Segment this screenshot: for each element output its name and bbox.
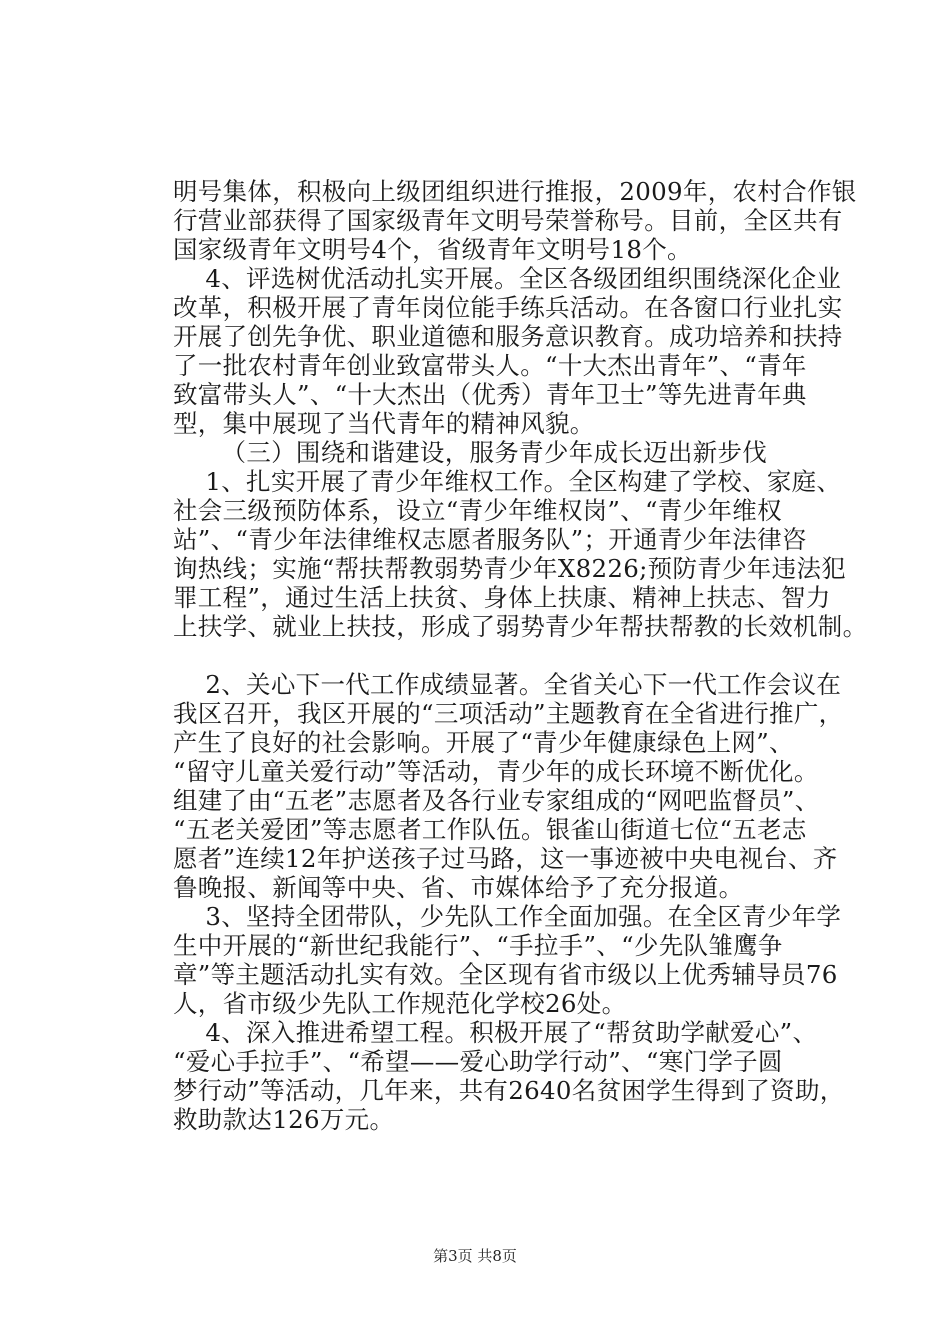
section-heading: （三）围绕和谐建设，服务青少年成长迈出新步伐: [173, 438, 768, 467]
text-line: 4、评选树优活动扎实开展。全区各级团组织围绕深化企业: [173, 264, 842, 293]
text-line: 组建了由“五老”志愿者及各行业专家组成的“网吧监督员”、: [173, 786, 820, 815]
text-line: 致富带头人”、“十大杰出（优秀）青年卫士”等先进青年典: [173, 380, 807, 409]
text-line: “爱心手拉手”、“希望——爱心助学行动”、“寒门学子圆: [173, 1047, 783, 1076]
text-line: 2、关心下一代工作成绩显著。全省关心下一代工作会议在: [173, 670, 842, 699]
paragraph-gap: [173, 641, 837, 670]
text-line: 1、扎实开展了青少年维权工作。全区构建了学校、家庭、: [173, 467, 842, 496]
text-line: 询热线；实施“帮扶帮教弱势青少年X8226;预防青少年违法犯: [173, 554, 847, 583]
text-line: 开展了创先争优、职业道德和服务意识教育。成功培养和扶持: [173, 322, 843, 351]
text-line: 罪工程”，通过生活上扶贫、身体上扶康、精神上扶志、智力: [173, 583, 831, 612]
document-body: [173, 177, 868, 1134]
text-line: 改革，积极开展了青年岗位能手练兵活动。在各窗口行业扎实: [173, 293, 843, 322]
text-line: 我区召开，我区开展的“三项活动”主题教育在全省进行推广，: [173, 699, 844, 728]
text-line: 梦行动”等活动，几年来，共有2640名贫困学生得到了资助，: [173, 1076, 845, 1105]
text-line: 上扶学、就业上扶技，形成了弱势青少年帮扶帮教的长效机制。: [173, 612, 868, 641]
text-line: 救助款达126万元。: [173, 1105, 395, 1134]
text-line: 明号集体，积极向上级团组织进行推报，2009年，农村合作银: [173, 177, 857, 206]
text-line: 鲁晚报、新闻等中央、省、市媒体给予了充分报道。: [173, 873, 744, 902]
text-line: 生中开展的“新世纪我能行”、“手拉手”、“少先队雏鹰争: [173, 931, 783, 960]
text-line: 国家级青年文明号4个，省级青年文明号18个。: [173, 235, 692, 264]
text-line: 行营业部获得了国家级青年文明号荣誉称号。目前，全区共有: [173, 206, 843, 235]
text-line: 愿者”连续12年护送孩子过马路，这一事迹被中央电视台、齐: [173, 844, 838, 873]
text-line: 章”等主题活动扎实有效。全区现有省市级以上优秀辅导员76: [173, 960, 838, 989]
text-line: 站”、“青少年法律维权志愿者服务队”；开通青少年法律咨: [173, 525, 807, 554]
text-line: 3、坚持全团带队，少先队工作全面加强。在全区青少年学: [173, 902, 842, 931]
text-line: 了一批农村青年创业致富带头人。“十大杰出青年”、“青年: [173, 351, 807, 380]
text-line: 社会三级预防体系，设立“青少年维权岗”、“青少年维权: [173, 496, 782, 525]
page-number-footer: 第3页 共8页: [433, 1247, 517, 1265]
text-line: “五老关爱团”等志愿者工作队伍。银雀山街道七位“五老志: [173, 815, 807, 844]
text-line: “留守儿童关爱行动”等活动，青少年的成长环境不断优化。: [173, 757, 819, 786]
text-line: 人，省市级少先队工作规范化学校26处。: [173, 989, 627, 1018]
text-line: 产生了良好的社会影响。开展了“青少年健康绿色上网”、: [173, 728, 794, 757]
text-line: 型，集中展现了当代青年的精神风貌。: [173, 409, 595, 438]
text-line: 4、深入推进希望工程。积极开展了“帮贫助学献爱心”、: [173, 1018, 818, 1047]
